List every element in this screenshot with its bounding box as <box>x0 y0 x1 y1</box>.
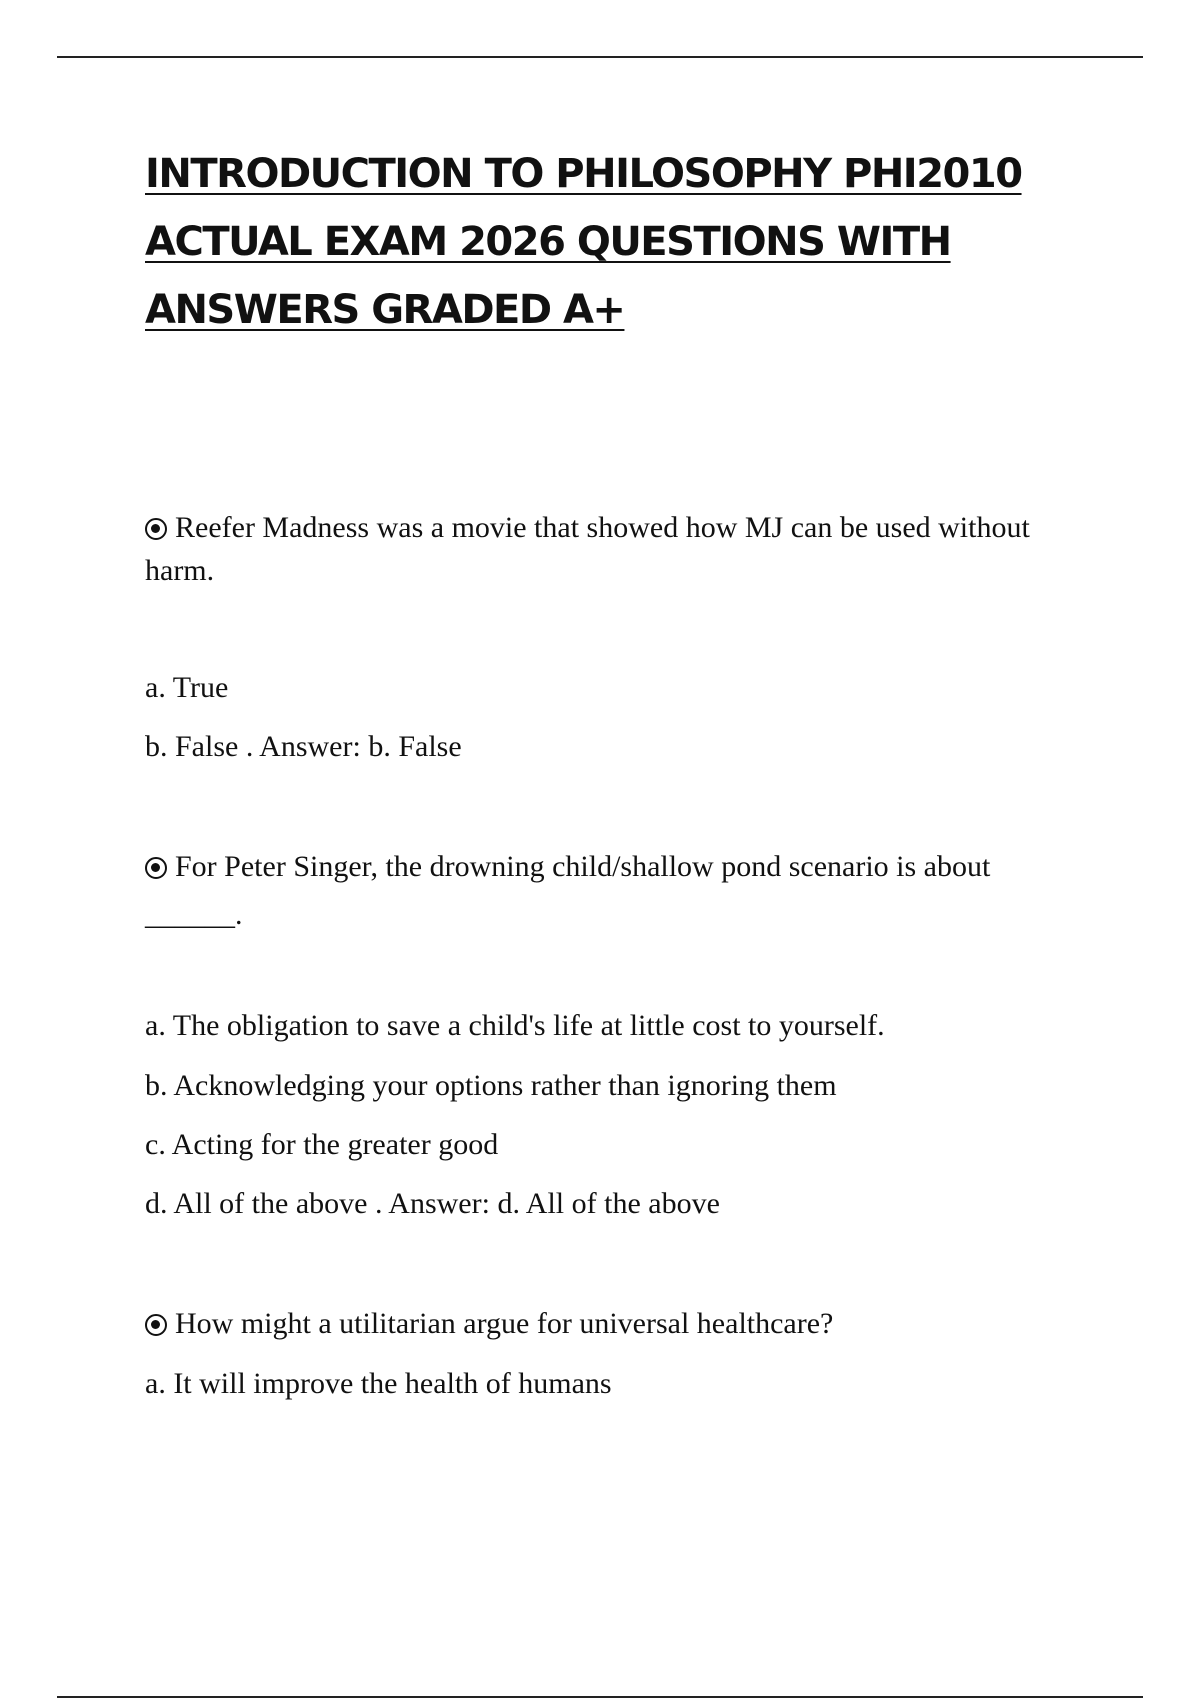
question-2 <box>145 845 1085 888</box>
radio-bullet-icon <box>145 1314 167 1336</box>
radio-bullet-icon <box>145 857 167 879</box>
question-1-option-b: b. False . Answer: b. False <box>145 730 462 763</box>
question-2-option-d: d. All of the above . Answer: d. All of the above <box>145 1187 720 1220</box>
title-line-3: ANSWERS GRADED A+ <box>145 287 625 333</box>
question-2-blank <box>145 895 243 935</box>
question-3-option-a: a. It will improve the health of humans <box>145 1367 612 1400</box>
radio-bullet-icon <box>145 518 167 540</box>
question-3-text: How might a utilitarian argue for universal healthcare? <box>175 1307 834 1340</box>
title-line-1: INTRODUCTION TO PHILOSOPHY PHI2010 <box>145 151 1022 197</box>
header-rule <box>57 56 1143 58</box>
question-3 <box>145 1302 1085 1345</box>
footer-rule <box>57 1696 1143 1698</box>
question-1-option-a: a. True <box>145 671 229 704</box>
question-2-text: For Peter Singer, the drowning child/shallow pond scenario is about <box>175 850 991 883</box>
document-title <box>145 140 1045 344</box>
question-1-text: Reefer Madness was a movie that showed how MJ can be used without harm. <box>145 511 1030 587</box>
answer-blank: ______. <box>145 898 243 931</box>
question-1 <box>145 506 1085 592</box>
title-line-2: ACTUAL EXAM 2026 QUESTIONS WITH <box>145 219 951 265</box>
question-2-option-c: c. Acting for the greater good <box>145 1128 499 1161</box>
question-2-option-a: a. The obligation to save a child's life at little cost to yourself. <box>145 1009 885 1042</box>
question-2-option-b: b. Acknowledging your options rather than ignoring them <box>145 1069 837 1102</box>
